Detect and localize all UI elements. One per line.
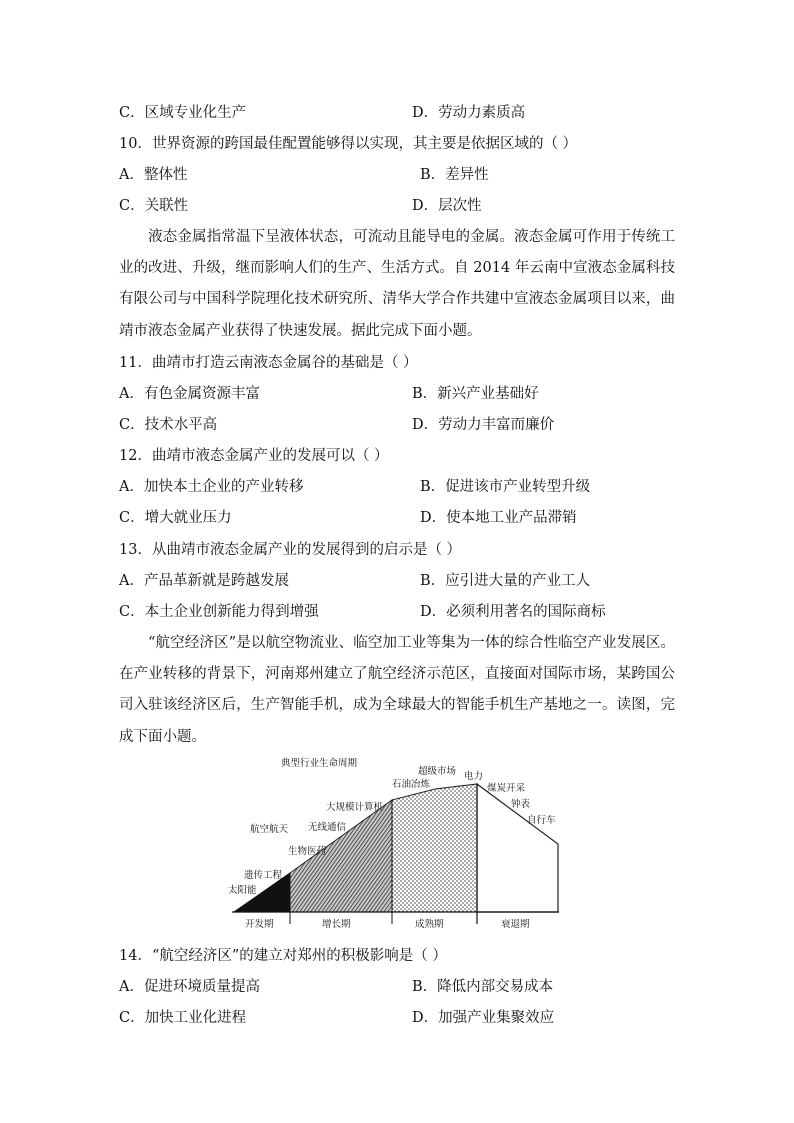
q10-option-b: B．差异性 xyxy=(420,167,489,183)
industry-life-cycle-figure xyxy=(228,752,564,936)
stage-label-growth: 增长期 xyxy=(322,919,351,930)
q14-option-b: B．降低内部交易成本 xyxy=(412,979,554,995)
passage-liquid-metal-text: 液态金属指常温下呈液体状态，可流动且能导电的金属。液态金属可作用于传统工业的改进、升级，继而影响人们的生产、生活方式。自 2014 年云南中宣液态金属科技有限公司与中国科学院理化技术研究所、清华大学合作共建中宣液态金属项目以来，曲靖市液态金属产业获得了快速发展。据此完成下面小题。 xyxy=(119,229,675,339)
label-wireless: 无线通信 xyxy=(308,822,347,833)
q9-option-c: C．区域专业化生产 xyxy=(119,105,247,121)
q12-option-c: C．增大就业压力 xyxy=(119,510,232,526)
industry-life-cycle-svg xyxy=(228,752,564,936)
q14-option-c: C．加快工业化进程 xyxy=(119,1010,247,1026)
passage-liquid-metal xyxy=(119,222,675,347)
q11-option-d: D．劳动力丰富而廉价 xyxy=(412,417,555,433)
label-genetic-engineering: 遗传工程 xyxy=(244,870,283,881)
label-coal: 煤炭开采 xyxy=(487,783,526,794)
q13-option-b: B．应引进大量的产业工人 xyxy=(420,573,591,589)
label-oil-refining: 石油冶炼 xyxy=(392,779,431,790)
q12-option-d: D．使本地工业产品滞销 xyxy=(420,510,577,526)
stage-maturity-area xyxy=(392,784,477,912)
label-clock: 钟表 xyxy=(511,799,531,810)
q12-option-a: A．加快本土企业的产业转移 xyxy=(119,479,304,495)
label-bicycle: 自行车 xyxy=(527,815,556,826)
q11-stem: 11．曲靖市打造云南液态金属谷的基础是（ ） xyxy=(119,355,418,371)
q10-option-a: A．整体性 xyxy=(119,167,188,183)
q11-option-a: A．有色金属资源丰富 xyxy=(119,386,260,402)
q9-option-d: D．劳动力素质高 xyxy=(412,105,526,121)
q12-option-b: B．促进该市产业转型升级 xyxy=(420,479,591,495)
label-supermarket: 超级市场 xyxy=(418,766,457,777)
label-solar: 太阳能 xyxy=(228,885,257,896)
q12-stem: 12．曲靖市液态金属产业的发展可以（ ） xyxy=(119,448,389,464)
q10-option-d: D．层次性 xyxy=(412,198,482,214)
figure-title: 典型行业生命周期 xyxy=(281,758,358,769)
q11-option-b: B．新兴产业基础好 xyxy=(412,386,539,402)
stage-label-maturity: 成熟期 xyxy=(415,919,444,930)
passage-aviation-zone-text: “航空经济区”是以航空物流业、临空加工业等集为一体的综合性临空产业发展区。在产业转移的背景下，河南郑州建立了航空经济示范区，直接面对国际市场，某跨国公司入驻该经济区后，生产智能手机，成为全球最大的智能手机生产基地之一。读图，完成下面小题。 xyxy=(119,635,675,745)
q10-option-c: C．关联性 xyxy=(119,198,189,214)
q13-option-d: D．必须利用著名的国际商标 xyxy=(420,604,606,620)
q13-option-a: A．产品革新就是跨越发展 xyxy=(119,573,289,589)
q13-option-c: C．本土企业创新能力得到增强 xyxy=(119,604,319,620)
label-biomedicine: 生物医药 xyxy=(288,846,327,857)
q14-option-a: A．促进环境质量提高 xyxy=(119,979,260,995)
q14-option-d: D．加强产业集聚效应 xyxy=(412,1010,555,1026)
passage-aviation-zone xyxy=(119,628,675,753)
stage-label-decline: 衰退期 xyxy=(501,919,530,930)
label-aerospace: 航空航天 xyxy=(250,824,289,835)
label-electricity: 电力 xyxy=(464,771,484,782)
label-computer: 大规模计算机 xyxy=(326,802,384,813)
q14-stem: 14．“航空经济区”的建立对郑州的积极影响是（ ） xyxy=(119,948,447,964)
q10-stem: 10．世界资源的跨国最佳配置能够得以实现，其主要是依据区域的（ ） xyxy=(119,136,578,152)
q11-option-c: C．技术水平高 xyxy=(119,417,218,433)
stage-label-development: 开发期 xyxy=(245,919,274,930)
q13-stem: 13．从曲靖市液态金属产业的发展得到的启示是（ ） xyxy=(119,542,462,558)
